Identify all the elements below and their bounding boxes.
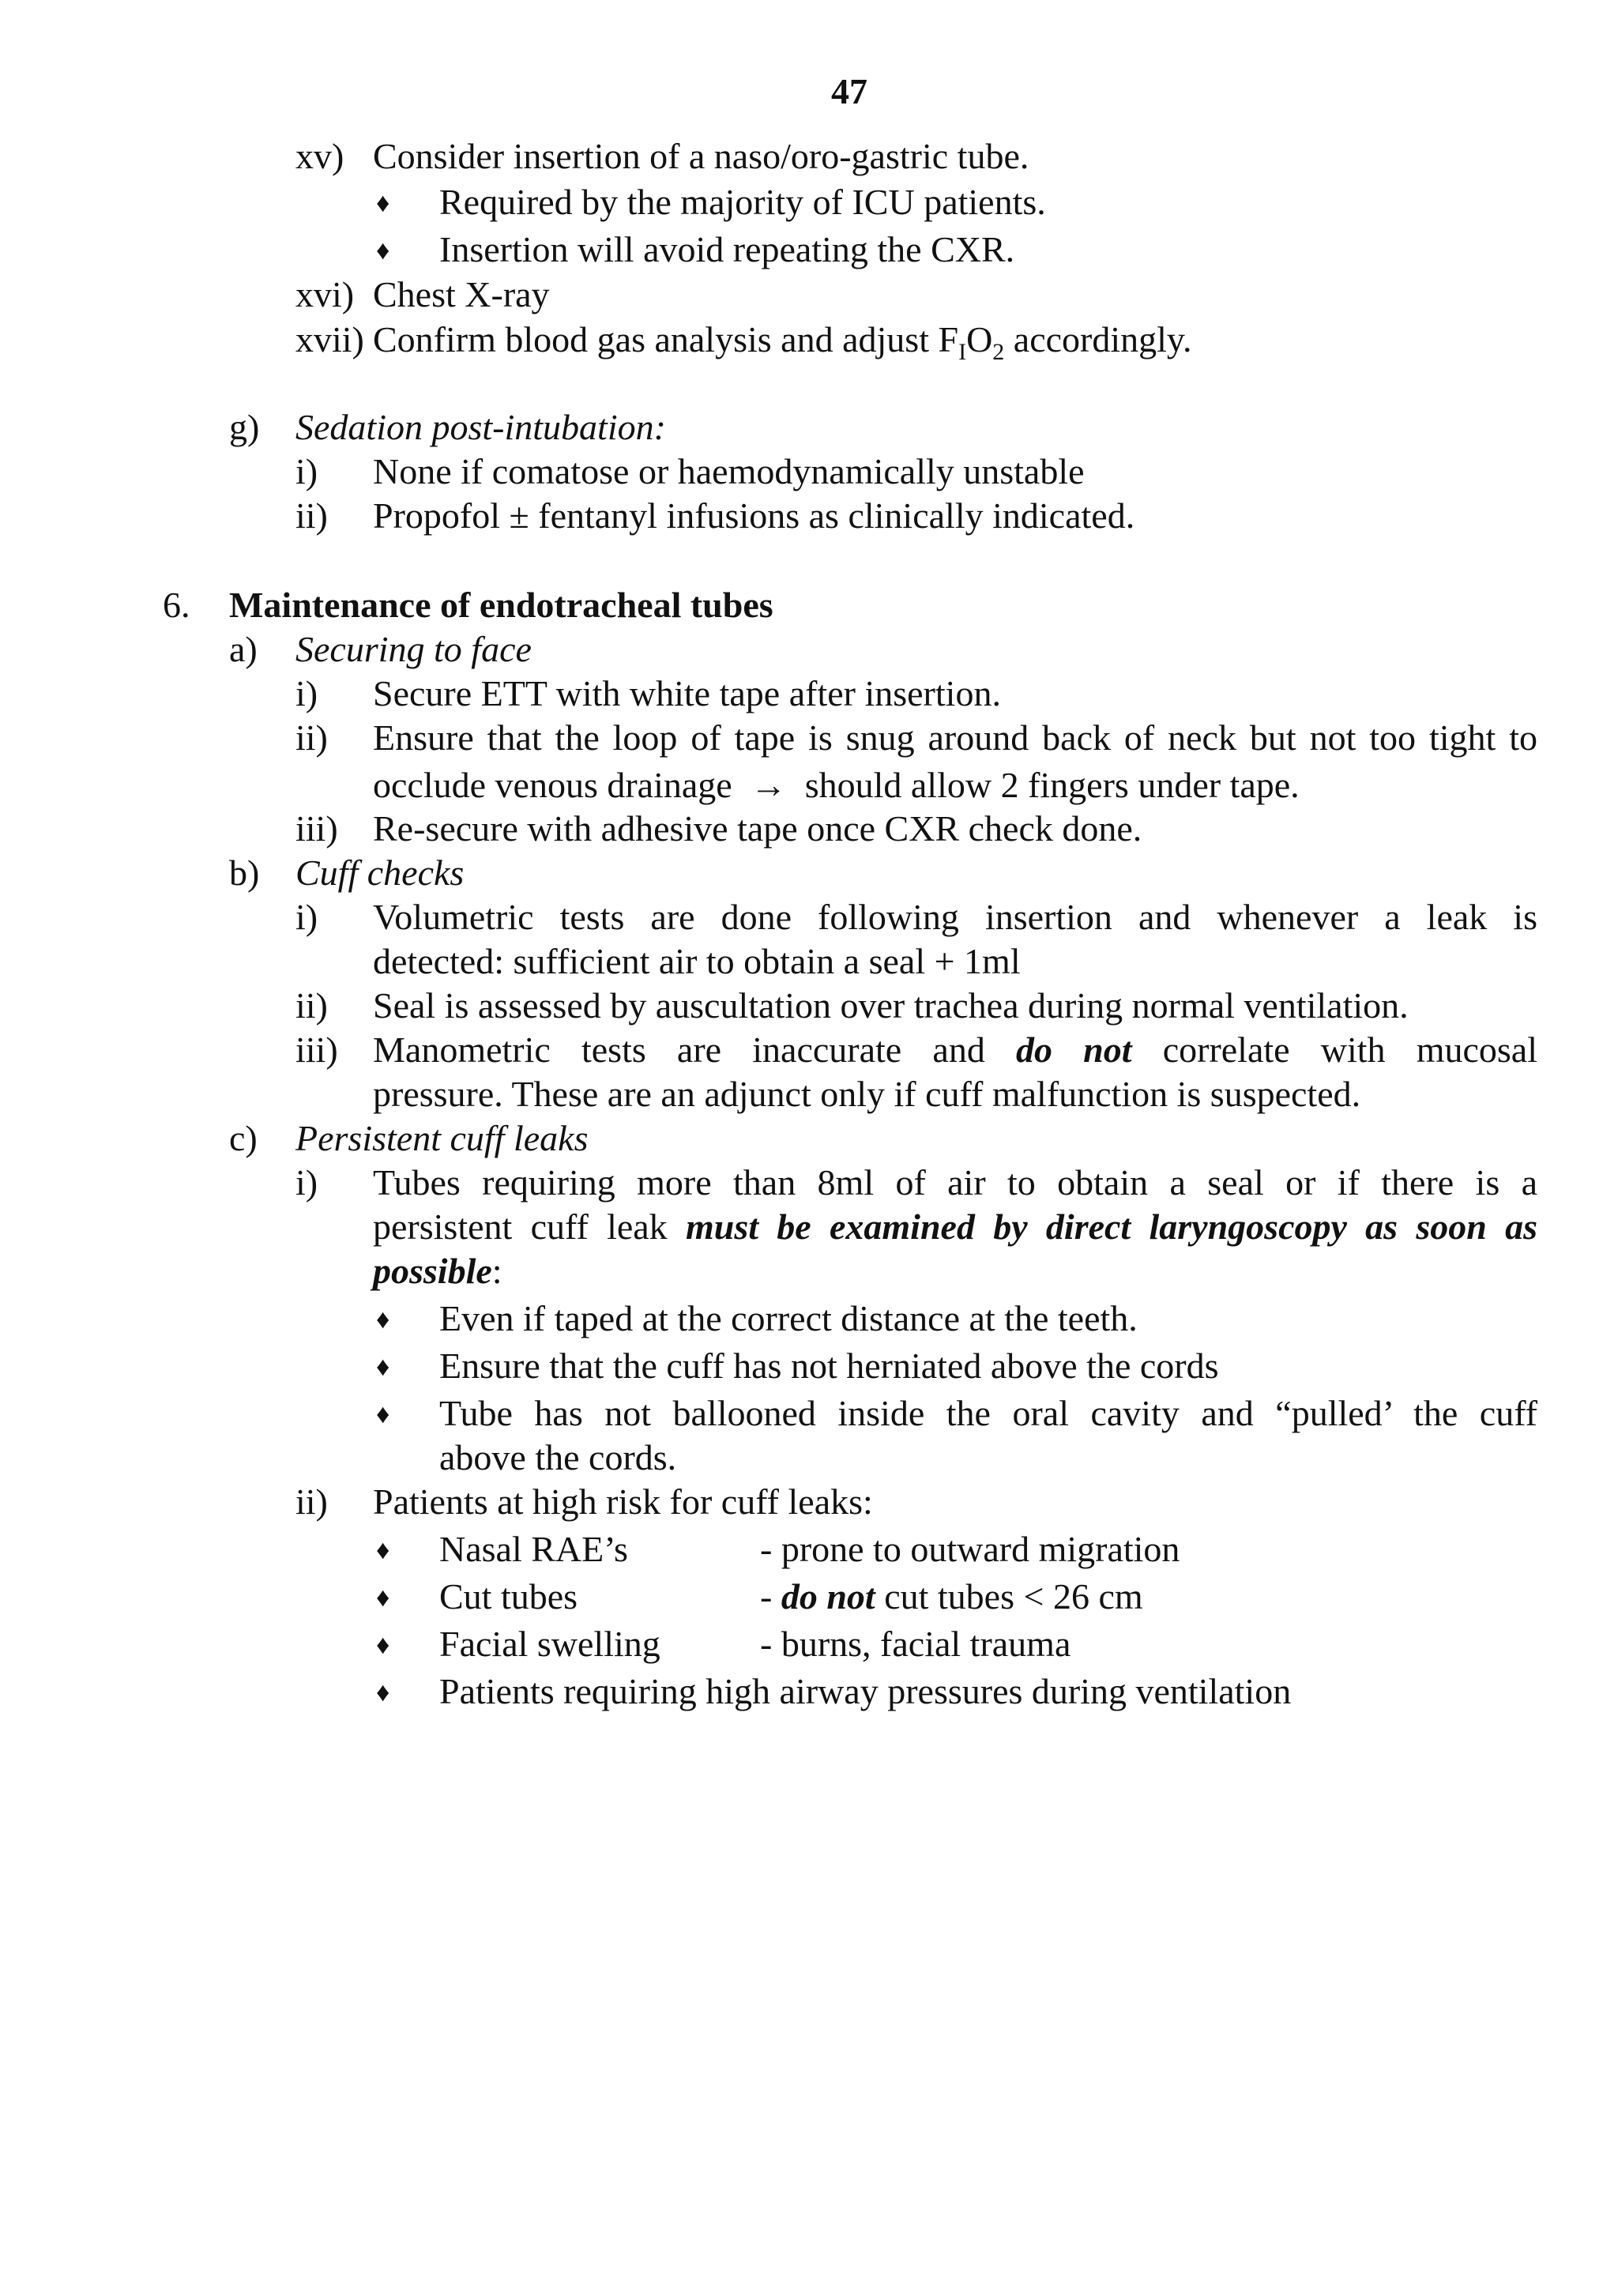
item-c-i-bullet-1: Even if taped at the correct distance at the teeth. bbox=[439, 1298, 1138, 1338]
item-a-ii-num: ii) bbox=[295, 717, 328, 758]
bullet-icon: ♦ bbox=[376, 1400, 390, 1429]
item-g-i-text: None if comatose or haemodynamically unstable bbox=[373, 451, 1085, 491]
item-c-ii-text: Patients at high risk for cuff leaks: bbox=[373, 1481, 873, 1522]
bullet-icon: ♦ bbox=[376, 1678, 390, 1707]
item-a-ii-line2: occlude venous drainage → should allow 2 fingers under tape. bbox=[373, 765, 1300, 805]
section-6-title: Maintenance of endotracheal tubes bbox=[229, 585, 773, 625]
item-a-ii-line1: Ensure that the loop of tape is snug around back of neck but not too tight to bbox=[373, 717, 1537, 758]
subsection-g-title: Sedation post-intubation: bbox=[295, 407, 666, 447]
item-b-ii-text: Seal is assessed by auscultation over trachea during normal ventilation. bbox=[373, 985, 1409, 1026]
item-c-i-num: i) bbox=[295, 1162, 318, 1203]
item-b-iii-num: iii) bbox=[295, 1029, 338, 1070]
section-6-num: 6. bbox=[163, 585, 190, 625]
item-a-iii-text: Re-secure with adhesive tape once CXR check done. bbox=[373, 808, 1142, 849]
risk-name-1: Nasal RAE’s bbox=[439, 1529, 628, 1569]
item-b-iii-line1: Manometric tests are inaccurate and do not correlate with mucosal bbox=[373, 1029, 1537, 1070]
risk-desc-1: - prone to outward migration bbox=[760, 1529, 1180, 1569]
risk-name-2: Cut tubes bbox=[439, 1576, 578, 1617]
subsection-c-title: Persistent cuff leaks bbox=[295, 1118, 589, 1158]
item-c-i-line2: persistent cuff leak must be examined by direct laryngoscopy as soon as bbox=[373, 1206, 1538, 1247]
item-xvi-num: xvi) bbox=[295, 274, 355, 314]
bullet-icon: ♦ bbox=[376, 236, 390, 265]
subsection-g-letter: g) bbox=[229, 407, 260, 447]
item-b-iii-line2: pressure. These are an adjunct only if cuff malfunction is suspected. bbox=[373, 1074, 1361, 1114]
risk-last-bullet: Patients requiring high airway pressures during ventilation bbox=[439, 1671, 1292, 1711]
item-xv-num: xv) bbox=[295, 136, 344, 176]
item-g-ii-text: Propofol ± fentanyl infusions as clinically indicated. bbox=[373, 495, 1135, 536]
item-c-ii-num: ii) bbox=[295, 1481, 328, 1522]
item-xv-text: Consider insertion of a naso/oro-gastric tube. bbox=[373, 136, 1029, 176]
item-g-i-num: i) bbox=[295, 451, 318, 491]
item-b-i-num: i) bbox=[295, 897, 318, 937]
bullet-icon: ♦ bbox=[376, 1631, 390, 1660]
item-b-i-line2: detected: sufficient air to obtain a seal + 1ml bbox=[373, 941, 1021, 981]
item-b-i-line1: Volumetric tests are done following insertion and whenever a leak is bbox=[373, 897, 1537, 937]
subsection-c-letter: c) bbox=[229, 1118, 258, 1158]
bullet-icon: ♦ bbox=[376, 1353, 390, 1382]
item-xv-bullet-1: Required by the majority of ICU patients. bbox=[439, 182, 1046, 222]
item-xvi-text: Chest X-ray bbox=[373, 274, 550, 314]
item-g-ii-num: ii) bbox=[295, 495, 328, 536]
bullet-icon: ♦ bbox=[376, 1305, 390, 1334]
item-c-i-bullet-2: Ensure that the cuff has not herniated above the cords bbox=[439, 1346, 1219, 1386]
item-xv-bullet-2: Insertion will avoid repeating the CXR. bbox=[439, 229, 1015, 269]
item-xvii-text: Confirm blood gas analysis and adjust $F_IO_2$ accordingly. bbox=[373, 319, 1192, 366]
bullet-icon: ♦ bbox=[376, 1583, 390, 1613]
item-a-i-num: i) bbox=[295, 673, 318, 713]
bullet-icon: ♦ bbox=[376, 1536, 390, 1565]
arrow-icon: → bbox=[750, 765, 787, 805]
bullet-icon: ♦ bbox=[376, 189, 390, 218]
item-a-i-text: Secure ETT with white tape after insertion. bbox=[373, 673, 1001, 713]
page-number: 47 bbox=[831, 71, 867, 111]
subsection-a-letter: a) bbox=[229, 629, 258, 669]
risk-desc-3: - burns, facial trauma bbox=[760, 1624, 1071, 1664]
subsection-b-title: Cuff checks bbox=[295, 853, 465, 893]
item-c-i-line1: Tubes requiring more than 8ml of air to obtain a seal or if there is a bbox=[373, 1162, 1537, 1203]
risk-desc-2: - do not cut tubes < 26 cm bbox=[760, 1576, 1143, 1617]
item-c-i-line3: possible: bbox=[373, 1251, 502, 1291]
risk-name-3: Facial swelling bbox=[439, 1624, 660, 1664]
subsection-b-letter: b) bbox=[229, 853, 260, 893]
item-c-i-bullet-3-line1: Tube has not ballooned inside the oral cavity and “pulled’ the cuff bbox=[439, 1393, 1537, 1433]
item-b-ii-num: ii) bbox=[295, 985, 328, 1026]
item-xvii-num: xvii) bbox=[295, 319, 364, 359]
item-c-i-bullet-3-line2: above the cords. bbox=[439, 1437, 677, 1477]
subsection-a-title: Securing to face bbox=[295, 629, 532, 669]
item-a-iii-num: iii) bbox=[295, 808, 338, 849]
